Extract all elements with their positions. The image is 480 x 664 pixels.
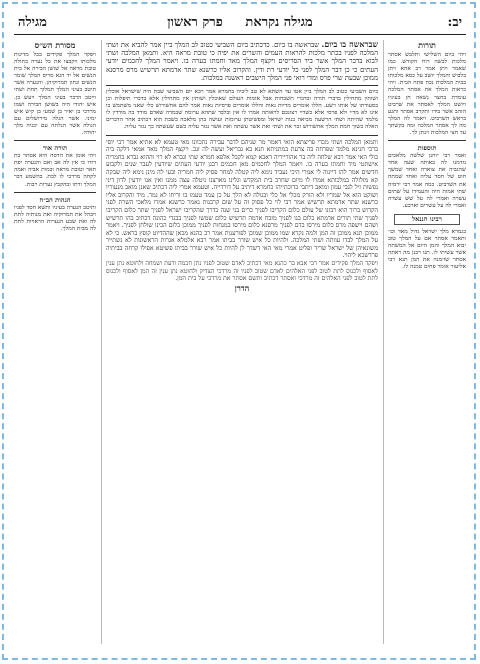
divider (106, 135, 378, 136)
gemara-text: ותמאן המלכה ושתי מכדי פריצתא הואי דאמר מר שניהם לדבר עבירה נתכוונו מאי טעמא לא אתיא אמר רבי יוסי ברבי חנינא מלמד שפרחה בה צרעת במתניתא תנא בא גבריאל ועשה לה זנב. ויקצף המלך מאד אמאי דלקה ביה כולי האי אמר רבא שלחה ליה בר אהורייריה דאבא קמא לקבל אלפא חמרא שתי וגברא לא רוי וההוא גברא בחמריה אישתטי מיד וחמתו בערה בו. ויאמר המלך לחכמים מאן חכמים רבנן יודעי העתים שיודעין לעבר שנים ולקבוע חדשים אמר להו דיינוה לי אמרי היכי נעביד נימא ליה קטלה למחר פסיק ליה חמריה ובעי לה מינן נימא ליה שבקה קא מזלזלה במלכותא אמרו לו מיום שחרב בית המקדש וגלינו מארצנו ניטלה עצה ממנו ואין אנו יודעין לדון דיני נפשות זיל לגבי עמון ומואב דיתבי בדוכתייהו כחמרא דיתיב על דורדייה. וטעמא אמרי ליה דכתיב שאנן מואב מנעוריו ושוקט הוא אל שמריו ולא הורק מכלי אל כלי ובגולה לא הלך על כן עמד טעמו בו וריחו לא נמר. מיד והקרוב אליו כרשנא שתר אדמתא תרשיש אמר רבי לוי כל פסוק זה על שום קרבנות נאמר כרשנא אמרו מלאכי השרת לפני הקדוש ברוך הוא רבונו של עולם כלום הקריבו לפניך כרים בני שנה כדרך שהקריבו ישראל לפניך שתר כלום הקריבו לפניך שתי תורים אדמתא כלום בנו לפניך מזבח אדמה תרשיש כלום שמשו לפניך בבגדי כהונה דכתיב בהו תרשיש ושהם וישפה מרס כלום מירסו בדם לפניך מרסנא כלום מירסו במנחות לפניך ממוכן כלום הכינו שולחן לפניך. ויאמר ממוכן תנא ממוכן זה המן ולמה נקרא שמו ממוכן שמוכן לפורענות אמר רב כהנא מכאן שההדיוט קופץ בראש. כי לא על המלך לבדו עוותה ושתי המלכה. ולהיות כל איש שורר בביתו אמר רבא אלמלא אגרות הראשונות לא נשתייר משונאיהן של ישראל שריד ופליט אמרי מאי האי דשדר לן להיות כל איש שורר בביתו פשיטא אפילו קרחה בביתיה פרדשכא ליהוי. (106, 138, 378, 260)
torah-or-title: תורה אור (42, 144, 68, 153)
commentary-text: ביום השביעי כטוב לב המלך ביין אטו עד השתא לא טב ליביה בחמרא אמר רבא יום השביעי שבת היה שישראל אוכלין ושותין מתחילין בדברי תורה ובדברי תשבחות אבל אומות העולם שאוכלין ושותין אין מתחילין אלא בדברי תיפלות וכן בסעודתו של אותו רשע. הללו אומרים מדיות נאות והללו אומרים פרסיות נאות אמר להם אחשורוש כלי שאני משתמש בו אינו לא מדיי ולא פרסי אלא כשדיי רצונכם לראותה אמרו לו אין ובלבד שתהא ערומה שבמדה שאדם מודד בה מודדין לו מלמד שהיתה ושתי הרשעה מביאה בנות ישראל ומפשיטתן ערומות ועושה בהן מלאכה בשבת הוא דכתיב אחר הדברים האלה כשוך חמת המלך אחשורוש זכר את ושתי ואת אשר עשתה ואת אשר נגזר עליה כשם שעשתה כך נגזר עליה. (106, 89, 378, 131)
right-margin-column (388, 40, 466, 644)
chapter-title: פרק ראשון (167, 15, 223, 30)
running-head (167, 14, 313, 30)
divider (388, 140, 466, 141)
right-column-text-1: ויהי ביום השלישי ותלבש אסתר מלכות לבשה רוח הקודש. כמו שאמר ויתן אמר רב אחא ויתן בלבוש והמלך יושב על כסא מלכותו בבית המלכות נכח פתח הבית. ויהי כראות המלך את אסתר המלכה עומדת בחצר נשאה חן בעיניו ויושט המלך לאסתר את שרביט הזהב אשר בידו ותקרב אסתר ותגע בראש השרביט. ויאמר לה המלך מה לך אסתר המלכה ומה בקשתך עד חצי המלכות וינתן לך. (388, 52, 466, 137)
page-reference: יב: (447, 15, 462, 30)
column-divider-left (101, 40, 102, 644)
divider (106, 85, 378, 86)
left-column-text-2: ויהי אומן את הדסה היא אסתר בת דודו כי אין לה אב ואם והנערה יפת תאר וטובת מראה ובמות אביה ואמה לקחה מרדכי לו לבת. בהשמע דבר המלך ודתו ובהקבץ נערות רבות. (14, 153, 96, 188)
main-text: שבראשה בו ביום. כדכתיב ביום השביעי כטוב לב המלך ביין אמר להביא את ושתי המלכה לפניו בכתר מלכות להראות העמים והשרים את יפיה כי טובת מראה היא. ותמאן המלכה ושתי לבוא בדבר המלך אשר ביד הסריסים ויקצף המלך מאד וחמתו בערה בו. ויאמר המלך לחכמים יודעי העתים כי כן דבר המלך לפני כל יודעי דת ודין. והקרוב אליו כרשנא שתר אדמתא תרשיש מרס מרסנא ממוכן שבעת שרי פרס ומדי רואי פני המלך הישבים ראשנה במלכות. (106, 41, 378, 82)
main-text-block (106, 40, 378, 82)
opening-words: שבראשה בו ביום. (321, 40, 378, 49)
column-divider-right (383, 40, 384, 644)
tractate-title: מגילה נקראת (245, 15, 313, 30)
left-column-text-1: ויפקד המלך פקידים בכל מדינות מלכותו ויקבצו את כל נערה בתולה טובת מראה אל שושן הבירה אל בית הנשים אל יד הגא סריס המלך שומר הנשים ונתון תמרוקיהן. והנערה אשר תיטב בעיני המלך תמלוך תחת ושתי וייטב הדבר בעיני המלך ויעש כן. איש יהודי היה בשושן הבירה ושמו מרדכי בן יאיר בן שמעי בן קיש איש ימיני. אשר הגלה מירושלים עם הגולה אשר הגלתה עם יכניה מלך יהודה. (14, 52, 96, 137)
center-main-column (106, 40, 378, 644)
rabbeinu-chananel-label: רבינו חננאל (394, 214, 460, 225)
tractate-name: מגילה (18, 15, 47, 30)
right-column-text-2: ואמר רבי יוחנן שלשה מלאכים נזדמנו לה באותה שעה אחד שהגביה את צוארה ואחד שמשך חוט של חסד עליה ואחד שמתח את השרביט. כמה אמר רבי ירמיה שתי אמות היה והעמידו על שתים עשרה ואמרי לה על שש עשרה ואמרי לה על עשרים וארבע. (388, 153, 466, 209)
page-header (14, 12, 466, 35)
talmud-page (14, 12, 466, 652)
closing-word: הדרן (234, 282, 250, 293)
left-column-title: מסורת הש״ס (34, 40, 76, 50)
right-column-title: תורות (418, 40, 436, 50)
right-column-section-title: תוספות (417, 144, 437, 153)
hagahot-title: הגהות הב״ח (39, 195, 71, 204)
left-column-text-3: ותיטב הנערה בעיניו ותשא חסד לפניו ויבהל את תמרוקיה ואת מנותיה לתת לה ואת שבע הנערות הראויות לתת לה מבית המלך. (14, 204, 96, 232)
divider (14, 192, 96, 193)
right-column-text-3: בגמרא מלך ישראל גדול מאד וכו׳ ותאמר אסתר אם על המלך טוב יבוא המלך והמן היום אל המשתה אשר עשיתי לו. תנו רבנן מה ראתה אסתר שזימנה את המן תנא רבי אליעזר אומר פחים טמנה לו. (388, 228, 466, 271)
left-margin-column (14, 40, 96, 644)
divider (14, 140, 96, 141)
gemara-text-continued: ויפקד המלך פקידים אמר רבי אבא בר כהנא מאי דכתיב לאדם שטוב לפניו נתן חכמה ודעת ושמחה ולחוטא נתן ענין לאסוף ולכנוס לתת לטוב לפני האלהים לאדם שטוב לפניו זה מרדכי הצדיק ולחוטא נתן ענין זה המן לאסוף ולכנוס לתת לטוב לפני האלהים זה מרדכי ואסתר דכתיב ותשם אסתר את מרדכי על בית המן. (106, 260, 378, 283)
